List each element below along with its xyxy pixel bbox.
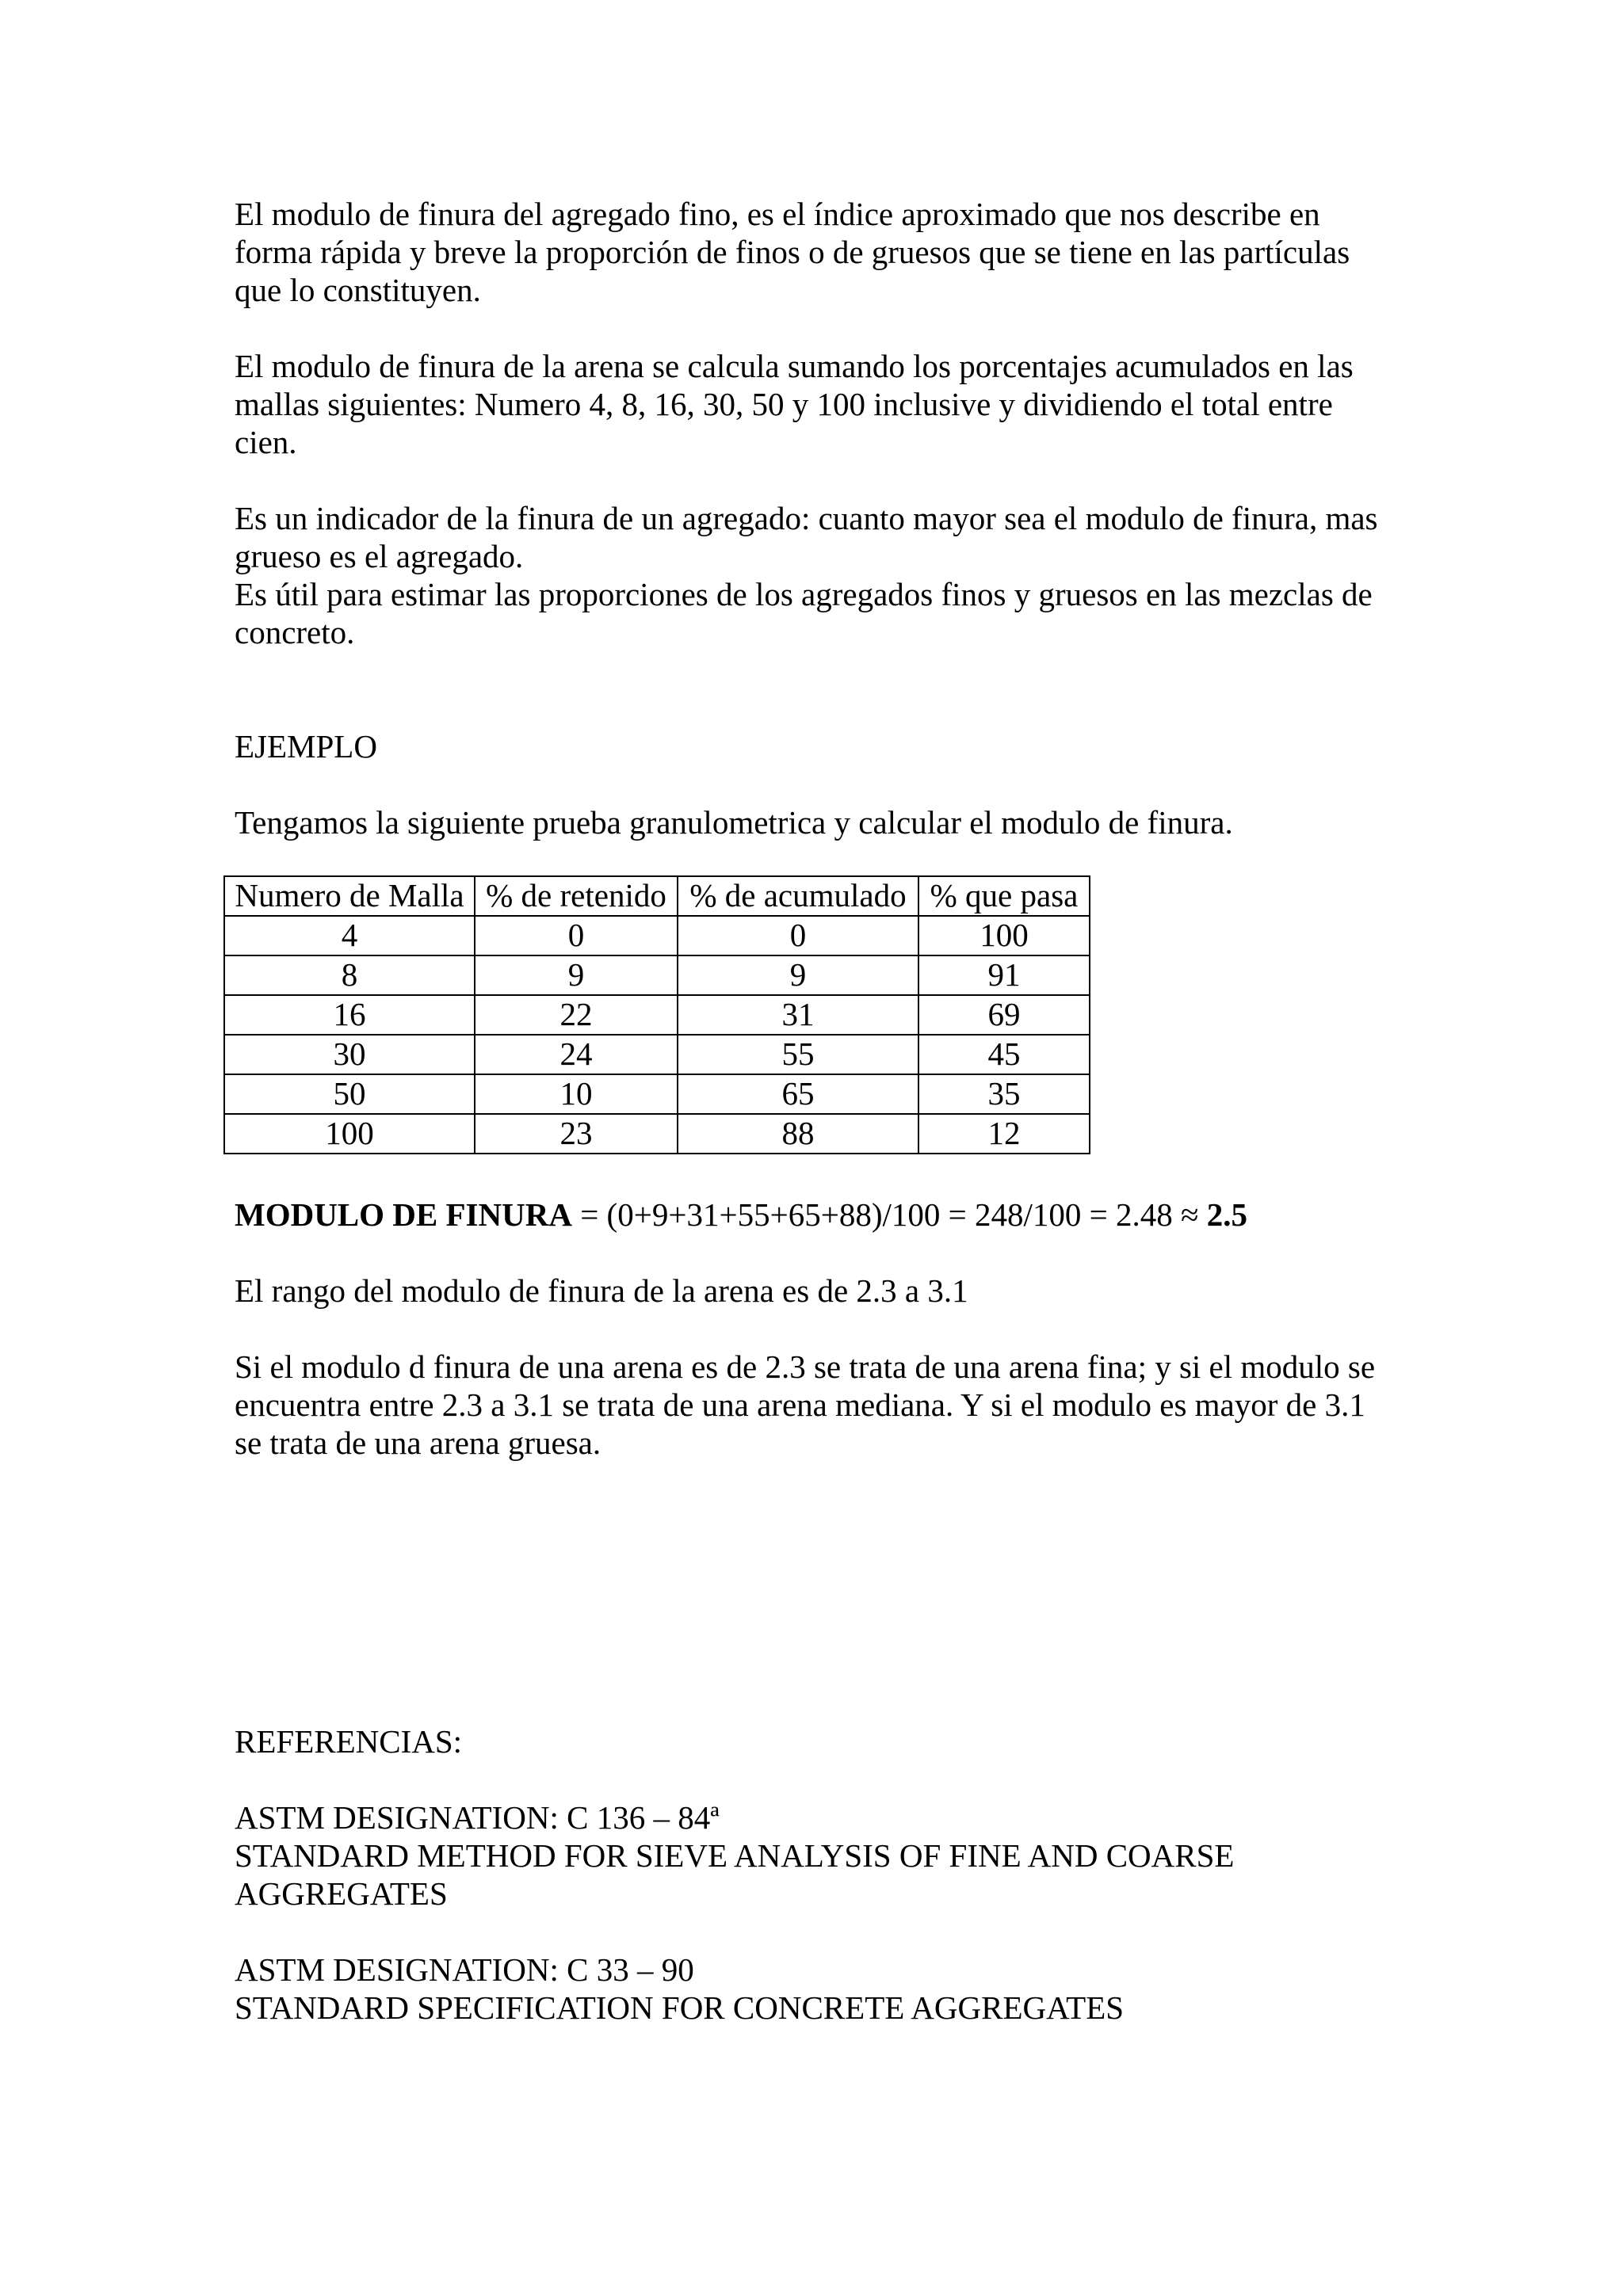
cell-passing: 45 [918,1035,1090,1074]
table-row [224,916,1090,955]
cell-mesh-number: 30 [224,1035,475,1074]
cell-retained: 9 [475,955,678,995]
cell-mesh-number: 8 [224,955,475,995]
cell-mesh-number: 16 [224,995,475,1035]
cell-cumulative: 88 [678,1114,918,1154]
example-heading: EJEMPLO [235,728,377,765]
cell-cumulative: 65 [678,1074,918,1114]
table-row [224,1114,1090,1154]
example-prompt: Tengamos la siguiente prueba granulometrica y calcular el modulo de finura. [235,804,1233,841]
sieve-analysis-table [223,875,1090,1154]
cell-cumulative: 9 [678,955,918,995]
fineness-modulus-result [235,1196,1407,1234]
intro-paragraph-indicator: Es un indicador de la finura de un agregado: cuanto mayor sea el modulo de finura, mas grueso es el agregado. Es útil para estimar las proporciones de los agregados finos y gruesos en las mezclas de concreto. [235,500,1378,650]
cell-passing: 69 [918,995,1090,1035]
fineness-modulus-value: 2.5 [1206,1196,1248,1233]
column-header-mesh-number: Numero de Malla [224,876,475,916]
fineness-modulus-formula: = (0+9+31+55+65+88)/100 = 248/100 = 2.48 ≈ [571,1196,1207,1233]
fineness-range-text: El rango del modulo de finura de la arena es de 2.3 a 3.1 [235,1272,968,1309]
references-heading: REFERENCIAS: [235,1723,463,1760]
table-row [224,1074,1090,1114]
cell-retained: 23 [475,1114,678,1154]
reference-1-title: STANDARD METHOD FOR SIEVE ANALYSIS OF FINE AND COARSE AGGREGATES [235,1837,1235,1912]
sand-classification-text: Si el modulo d finura de una arena es de 2.3 se trata de una arena fina; y si el modulo se encuentra entre 2.3 a 3.1 se trata de una arena mediana. Y si el modulo es mayor de 3.1 se trata de una arena gruesa. [235,1348,1376,1461]
table-row [224,955,1090,995]
document-body [235,195,1407,841]
reference-1-designation: ASTM DESIGNATION: C 136 – 84ª [235,1799,720,1836]
intro-paragraph-calculation: El modulo de finura de la arena se calcula sumando los porcentajes acumulados en las mallas siguientes: Numero 4, 8, 16, 30, 50 y 100 inclusive y dividiendo el total entre cien. [235,348,1354,460]
column-header-retained: % de retenido [475,876,678,916]
table-header-row [224,876,1090,916]
column-header-passing: % que pasa [918,876,1090,916]
cell-retained: 24 [475,1035,678,1074]
cell-passing: 12 [918,1114,1090,1154]
cell-retained: 10 [475,1074,678,1114]
cell-retained: 0 [475,916,678,955]
cell-mesh-number: 4 [224,916,475,955]
cell-retained: 22 [475,995,678,1035]
fineness-modulus-label: MODULO DE FINURA [235,1196,572,1233]
cell-passing: 35 [918,1074,1090,1114]
intro-paragraph-definition: El modulo de finura del agregado fino, es el índice aproximado que nos describe en forma rápida y breve la proporción de finos o de gruesos que se tiene en las partículas que lo constituyen. [235,196,1350,308]
reference-2-title: STANDARD SPECIFICATION FOR CONCRETE AGGREGATES [235,1989,1125,2026]
results-section [235,1196,1407,1462]
cell-passing: 91 [918,955,1090,995]
cell-cumulative: 31 [678,995,918,1035]
table-row [224,1035,1090,1074]
cell-cumulative: 55 [678,1035,918,1074]
cell-passing: 100 [918,916,1090,955]
cell-cumulative: 0 [678,916,918,955]
references-section [235,1722,1407,2027]
cell-mesh-number: 100 [224,1114,475,1154]
cell-mesh-number: 50 [224,1074,475,1114]
table-row [224,995,1090,1035]
column-header-cumulative: % de acumulado [678,876,918,916]
reference-2-designation: ASTM DESIGNATION: C 33 – 90 [235,1951,694,1988]
